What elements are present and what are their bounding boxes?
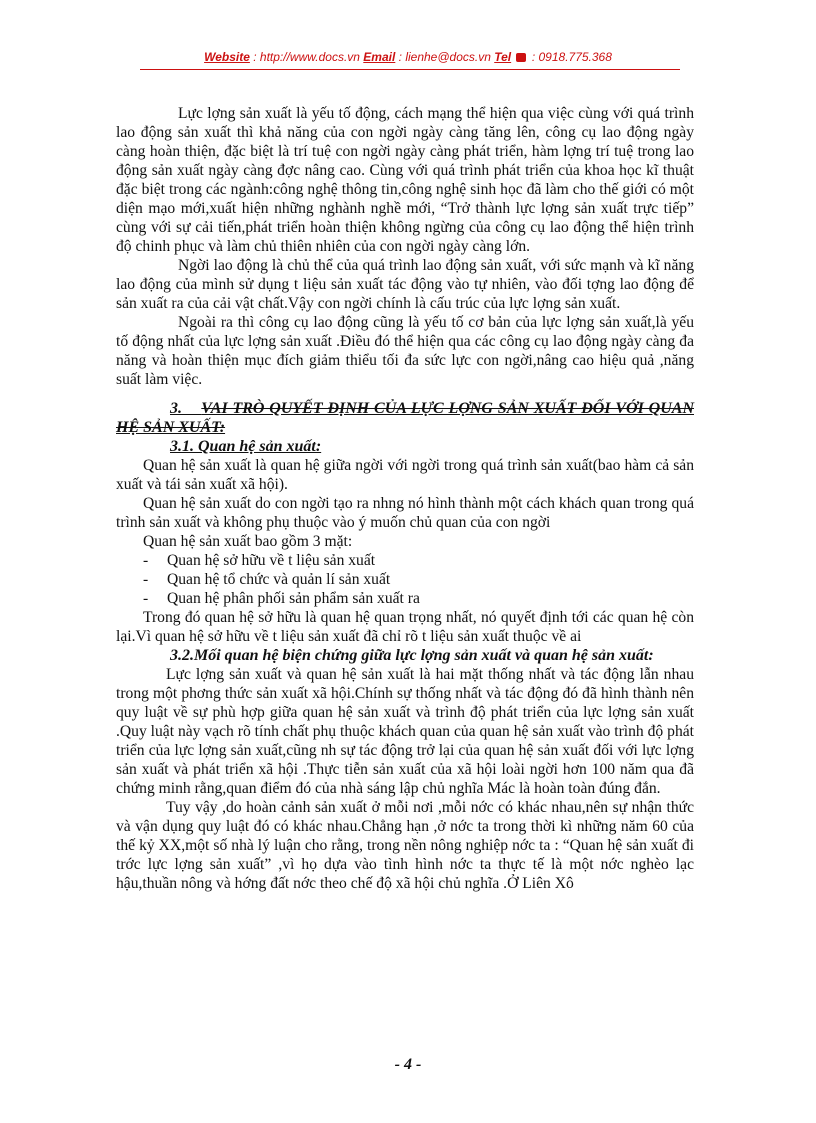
email-label: Email	[363, 50, 396, 64]
list-item-text: Quan hệ tổ chức và quản lí sản xuất	[167, 571, 391, 588]
tel-label: Tel	[494, 50, 512, 64]
page-body	[116, 104, 694, 893]
paragraph-relation-objective: Quan hệ sản xuất do con ngời tạo ra nhng nó hình thành một cách khách quan trong quá trình sản xuất và không phụ thuộc vào ý muốn chủ quan của con ngời	[116, 495, 694, 531]
subsection-heading-3-1: 3.1. Quan hệ sản xuất:	[170, 438, 322, 455]
phone-icon	[516, 53, 526, 62]
subsection-heading-3-2: 3.2.Mối quan hệ biện chứng giữa lực lợng sản xuất và quan hệ sản xuất:	[170, 647, 654, 664]
paragraph-application: Tuy vậy ,do hoàn cảnh sản xuất ở mỗi nơi ,mỗi nớc có khác nhau,nên sự nhận thức và vận dụng quy luật đó có khác nhau.Chẳng hạn ,ở nớc ta trong thời kì những năm 60 của thế kỷ XX,một số nhà lý luận cho rằng, trong nền nông nghiệp nớc ta : “Quan hệ sản xuất đi trớc lực lợng sản xuất” ,vì họ dựa vào tình hình nớc ta thực tế là một nớc nghèo lạc hậu,thuần nông và hớng đất nớc theo chế độ xã hội chủ nghĩa .Ở Liên Xô	[116, 799, 694, 892]
list-item: - Quan hệ tổ chức và quản lí sản xuất	[143, 571, 391, 588]
paragraph-tools: Ngoài ra thì công cụ lao động cũng là yếu tố cơ bản của lực lợng sản xuất,là yếu tố động nhất của lực lợng sản xuất .Điều đó thể hiện qua các công cụ lao động ngày càng đa năng và hoàn thiện mục đích giảm thiểu tối đa sức lực con ngời,nâng cao hiệu quả ,năng suất làm việc.	[116, 314, 694, 388]
email-link[interactable]: : lienhe@docs.vn	[398, 50, 491, 64]
list-item: - Quan hệ sở hữu về t liệu sản xuất	[143, 552, 376, 569]
tel-number: : 0918.775.368	[531, 50, 612, 64]
paragraph-worker: Ngời lao động là chủ thể của quá trình lao động sản xuất, với sức mạnh và kĩ năng lao động của mình sử dụng t liệu sản xuất tác động vào tự nhiên, vào đối tợng lao động để sản xuất ra của cải vật chất.Vậy con ngời chính là cấu trúc của lực lợng sản xuất.	[116, 257, 694, 312]
paragraph-relation-definition: Quan hệ sản xuất là quan hệ giữa ngời với ngời trong quá trình sản xuất(bao hàm cả sản xuất và tái sản xuất xã hội).	[116, 457, 694, 493]
section-heading	[116, 399, 694, 437]
website-label: Website	[204, 50, 250, 64]
paragraph-dialectic: Lực lợng sản xuất và quan hệ sản xuất là hai mặt thống nhất và tác động lẫn nhau trong một phơng thức sản xuất xã hội.Chính sự thống nhất và tác động đó đã hình thành nên quy luật về sự phù hợp giữa quan hệ sản xuất và trình độ phát triển của lực lợng sản xuất .Quy luật này vạch rõ tính chất phụ thuộc khách quan của quan hệ sản xuất vào trình độ phát triển của lực lợng sản xuất,cũng nh sự tác động trở lại của quan hệ sản xuất đối với lực lợng sản xuất và phát triển xã hội .Thực tiễn sản xuất của xã hội loài ngời hơn 100 năm qua đã chứng minh rằng,quan điểm đó của nhà sáng lập chủ nghĩa Mác là hoàn toàn đúng đắn.	[116, 666, 694, 797]
list-item-text: Quan hệ sở hữu về t liệu sản xuất	[167, 552, 376, 569]
page-number: - 4 -	[394, 1056, 422, 1073]
spacer	[116, 389, 694, 399]
page-header	[0, 50, 816, 64]
section-number: 3.	[170, 400, 182, 417]
paragraph-ownership: Trong đó quan hệ sở hữu là quan hệ quan trọng nhất, nó quyết định tới các quan hệ còn lại.Vì quan hệ sở hữu về t liệu sản xuất đã chỉ rõ t liệu sản xuất thuộc về ai	[116, 609, 694, 645]
website-link[interactable]: : http://www.docs.vn	[253, 50, 360, 64]
list-item-text: Quan hệ phân phối sản phẩm sản xuất ra	[167, 590, 420, 607]
list-item: - Quan hệ phân phối sản phẩm sản xuất ra	[143, 590, 420, 607]
paragraph-relation-aspects: Quan hệ sản xuất bao gồm 3 mặt:	[143, 533, 353, 550]
section-title: VAI TRÒ QUYẾT ĐỊNH CỦA LỰC LỢNG SẢN XUẤT ĐỐI VỚI QUAN HỆ SẢN XUẤT:	[116, 400, 694, 436]
header-rule	[140, 69, 680, 70]
paragraph-productive-forces: Lực lợng sản xuất là yếu tố động, cách mạng thể hiện qua việc cùng với quá trình lao động sản xuất thì khả năng của con ngời ngày càng tăng lên, công cụ lao động ngày càng hoàn thiện, đặc biệt là trí tuệ con ngời ngày càng phát triển, hàm lợng trí tuệ trong lao động sản xuất ngày càng đợc nâng cao. Cùng với quá trình phát triển của khoa học kĩ thuật đặc biệt trong các ngành:công nghệ thông tin,công nghệ sinh học đã làm cho thế giới có một diện mạo mới,xuất hiện những nghành nghề mới, “Trở thành lực lợng sản xuất trực tiếp” cùng với sự cải tiến,phát triển hoàn thiện không ngừng của công cụ lao động thể hiện trình độ chinh phục và làm chủ thiên nhiên của con ngời ngày càng lớn.	[116, 105, 694, 255]
